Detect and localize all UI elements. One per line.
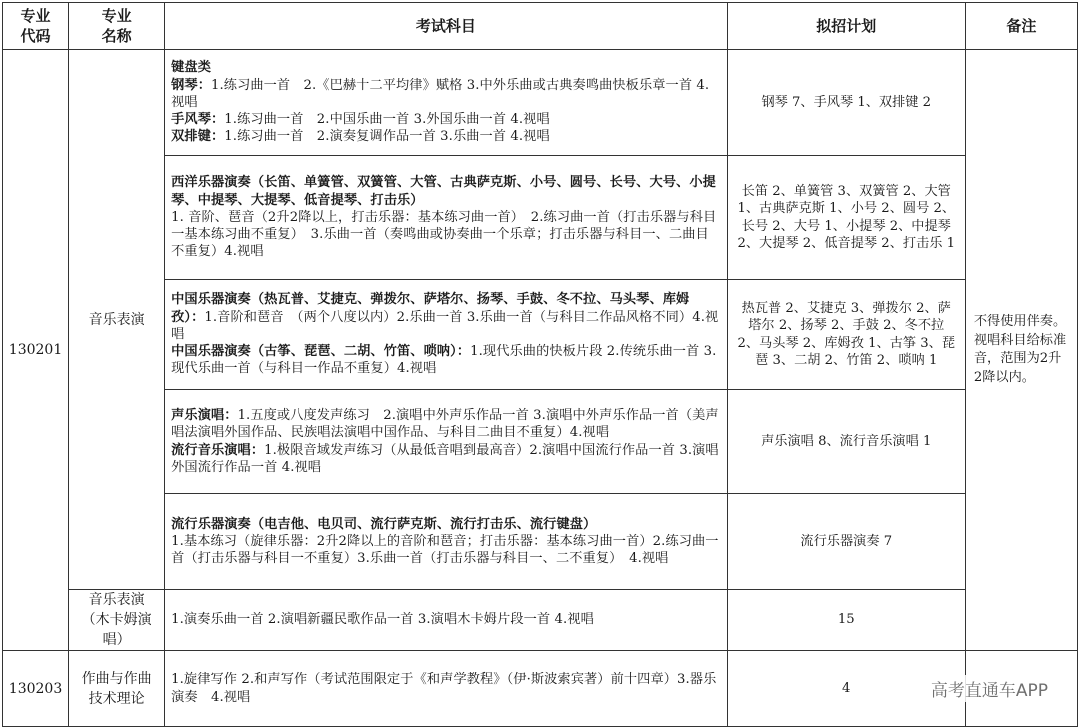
subject-cell-chinese — [165, 280, 728, 390]
piano-text: 1.练习曲一首 2.《巴赫十二平均律》赋格 3.中外乐曲或古典奏鸣曲快板乐章一首 4.视唱 — [171, 77, 710, 110]
header-code: 专业 代码 — [3, 3, 69, 50]
accordion-label: 手风琴： — [171, 112, 225, 128]
vocal-title-2: 流行音乐演唱： — [171, 442, 265, 458]
plan-cell-pop: 流行乐器演奏 7 — [727, 494, 965, 590]
chinese-title-1: 中国乐器演奏（热瓦普、艾捷克、弹拨尔、萨塔尔、扬琴、手鼓、冬不拉、马头琴、库姆孜）： — [171, 292, 690, 325]
vocal-text-1: 1.五度或八度发声练习 2.演唱中外声乐作品一首 3.演唱中外声乐作品一首（美声唱法演唱外国作品、民族唱法演唱中国作品、与科目二曲目不重复）4.视唱 — [171, 408, 719, 441]
vocal-text-2: 1.极限音域发声练习（从最低音唱到最高音）2.演唱中国流行作品一首 3.演唱外国流行作品一首 4.视唱 — [171, 442, 719, 475]
plan-cell-composition: 4 — [727, 651, 965, 727]
plan-cell-vocal: 声乐演唱 8、流行音乐演唱 1 — [727, 390, 965, 494]
plan-cell-keyboard: 钢琴 7、手风琴 1、双排键 2 — [727, 50, 965, 156]
piano-label: 钢琴： — [171, 77, 211, 93]
accordion-text: 1.练习曲一首 2.中国乐曲一首 3.外国乐曲一首 4.视唱 — [224, 112, 550, 128]
plan-cell-western: 长笛 2、单簧管 3、双簧管 2、大管 1、古典萨克斯 1、小号 2、圆号 2、长号 2、大号 1、小提琴 2、中提琴 2、大提琴 2、低音提琴 2、打击乐 1 — [727, 156, 965, 280]
header-note: 备注 — [965, 3, 1077, 50]
western-text: 1. 音阶、琶音（2升2降以上，打击乐器：基本练习曲一首） 2.练习曲一首（打击乐器与科目一基本练习曲不重复） 3.乐曲一首（奏鸣曲或协奏曲一个乐章；打击乐器与科目一、二曲目不重复）4.视唱 — [171, 209, 717, 260]
chinese-title-2: 中国乐器演奏（古筝、琵琶、二胡、竹笛、唢呐）： — [171, 344, 471, 360]
subject-cell-muqam: 1.演奏乐曲一首 2.演唱新疆民歌作品一首 3.演唱木卡姆片段一首 4.视唱 — [165, 590, 728, 651]
header-row — [3, 3, 1078, 50]
table-row — [3, 390, 1078, 494]
major-name-130203: 作曲与作曲技术理论 — [69, 651, 165, 727]
table-row — [3, 651, 1078, 727]
western-title: 西洋乐器演奏（长笛、单簧管、双簧管、大管、古典萨克斯、小号、圆号、长号、大号、小提琴、中提琴、大提琴、低音提琴、打击乐） — [171, 175, 716, 208]
table-row — [3, 156, 1078, 280]
vocal-title-1: 声乐演唱： — [171, 408, 238, 424]
subject-cell-western — [165, 156, 728, 280]
table-row — [3, 280, 1078, 390]
pop-title: 流行乐器演奏（电吉他、电贝司、流行萨克斯、流行打击乐、流行键盘） — [171, 516, 597, 532]
subject-cell-composition: 1.旋律写作 2.和声写作（考试范围限定于《和声学教程》（伊·斯波索宾著）前十四章）3.器乐演奏 4.视唱 — [165, 651, 728, 727]
keyboard-title: 键盘类 — [171, 60, 211, 76]
organ-text: 1.练习曲一首 2.演奏复调作品一首 3.乐曲一首 4.视唱 — [224, 129, 550, 145]
watermark-label: 高考直通车APP — [927, 675, 1052, 702]
chinese-text-1: 1.音阶和琶音 （两个八度以内）2.乐曲一首 3.乐曲一首（与科目二作品风格不同）4.视唱 — [171, 309, 719, 342]
header-subjects: 考试科目 — [165, 3, 728, 50]
major-name-muqam: 音乐表演（木卡姆演唱） — [69, 590, 165, 651]
table-row — [3, 590, 1078, 651]
admission-table — [2, 2, 1078, 727]
note-cell: 不得使用伴奏。视唱科目给标准音，范围为2升2降以内。 — [965, 50, 1077, 651]
plan-cell-muqam: 15 — [727, 590, 965, 651]
table-row — [3, 494, 1078, 590]
header-plan: 拟招计划 — [727, 3, 965, 50]
major-code-130203: 130203 — [3, 651, 69, 727]
subject-cell-vocal — [165, 390, 728, 494]
subject-cell-keyboard — [165, 50, 728, 156]
subject-cell-pop — [165, 494, 728, 590]
table-row — [3, 50, 1078, 156]
chinese-text-2: 1.现代乐曲的快板片段 2.传统乐曲一首 3.现代乐曲一首（与科目一作品不重复）4.视唱 — [171, 344, 717, 377]
major-code-cell: 130201 — [3, 50, 69, 651]
organ-label: 双排键： — [171, 129, 225, 145]
header-name: 专业 名称 — [69, 3, 165, 50]
pop-text: 1.基本练习（旋律乐器：2升2降以上的音阶和琶音；打击乐器：基本练习曲一首）2.练习曲一首（打击乐器与科目一不重复）3.乐曲一首（打击乐器与科目一、二不重复） 4.视唱 — [171, 533, 719, 567]
plan-cell-chinese: 热瓦普 2、艾捷克 3、弹拨尔 2、萨塔尔 2、扬琴 2、手鼓 2、冬不拉 2、马头琴 2、库姆孜 1、古筝 3、琵琶 3、二胡 2、竹笛 2、唢呐 1 — [727, 280, 965, 390]
major-name-cell: 音乐表演 — [69, 50, 165, 590]
